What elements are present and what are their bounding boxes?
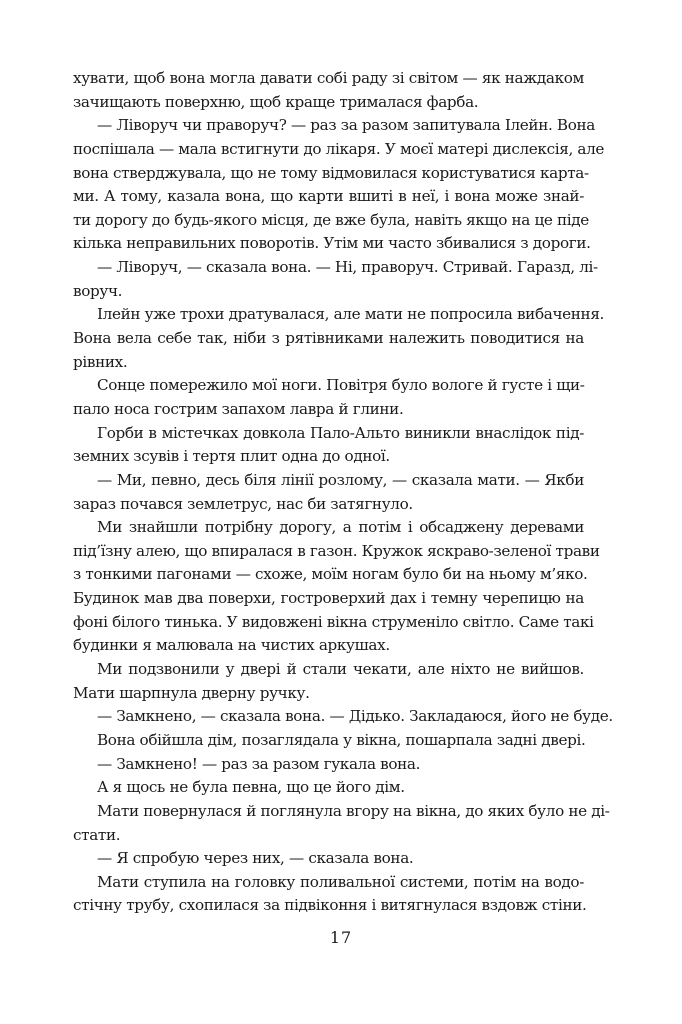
text-line: — Я спробую через них, — сказала вона. xyxy=(97,849,414,868)
text-line: зараз почався землетрус, нас би затягнуло. xyxy=(73,494,413,513)
text-line: — Ліворуч, — сказала вона. — Ні, праворуч. Стривай. Гаразд, лі- xyxy=(97,258,598,277)
text-line: ми. А тому, казала вона, що карти вшиті в неї, і вона може знай- xyxy=(73,187,584,206)
page-body xyxy=(73,67,613,918)
text-line: фоні білого тинька. У видовжені вікна струменіло світло. Саме такі xyxy=(73,612,594,631)
text-line: Ілейн уже трохи дратувалася, але мати не попросила вибачення. xyxy=(97,305,605,324)
text-line: стічну трубу, схопилася за підвіконня і витягнулася вздовж стіни. xyxy=(73,896,587,915)
text-line: — Замкнено, — сказала вона. — Дідько. Закладаюся, його не буде. xyxy=(97,707,613,726)
text-line: рівних. xyxy=(73,352,128,371)
text-line: вона стверджувала, що не тому відмовилася користуватися карта- xyxy=(73,163,589,182)
text-line: хувати, щоб вона могла давати собі раду зі світом — як наждаком xyxy=(73,69,584,87)
text-line: Вона обійшла дім, позаглядала у вікна, пошарпала задні двері. xyxy=(97,730,586,749)
text-line: кілька неправильних поворотів. Утім ми часто збивалися з дороги. xyxy=(73,234,591,253)
text-line: воруч. xyxy=(73,281,123,300)
text-line: Будинок мав два поверхи, гостроверхий дах і темну черепицю на xyxy=(73,589,584,608)
text-line: поспішала — мала встигнути до лікаря. У моєї матері дислексія, але xyxy=(73,139,605,158)
text-line: з тонкими пагонами — схоже, моїм ногам було би на ньому м’яко. xyxy=(73,565,588,584)
text-line: пало носа гострим запахом лавра й глини. xyxy=(73,399,404,418)
text-line: Вона вела себе так, ніби з рятівниками належить поводитися на xyxy=(73,329,584,348)
text-line: — Ми, певно, десь біля лінії розлому, — сказала мати. — Якби xyxy=(97,470,584,489)
text-line: Горби в містечках довкола Пало-Альто виникли внаслідок під- xyxy=(97,423,584,442)
text-line: стати. xyxy=(73,825,121,844)
text-line: Ми подзвонили у двері й стали чекати, але ніхто не вийшов. xyxy=(97,660,584,679)
text-line: ти дорогу до будь-якого місця, де вже була, навіть якщо на це піде xyxy=(73,210,589,229)
text-line: — Замкнено! — раз за разом гукала вона. xyxy=(97,754,421,773)
text-line: А я щось не була певна, що це його дім. xyxy=(97,778,405,797)
text-line: Мати шарпнула дверну ручку. xyxy=(73,683,310,702)
text-line: Ми знайшли потрібну дорогу, а потім і обсаджену деревами xyxy=(97,518,584,537)
text-line: під’їзну алею, що впиралася в газон. Кружок яскраво-зеленої трави xyxy=(73,541,600,560)
text-line: Сонце помережило мої ноги. Повітря було вологе й густе і щи- xyxy=(97,376,585,395)
text-line: земних зсувів і тертя плит одна до одної. xyxy=(73,447,390,466)
text-line: — Ліворуч чи праворуч? — раз за разом запитувала Ілейн. Вона xyxy=(97,116,596,135)
text-line: Мати ступила на головку поливальної системи, потім на водо- xyxy=(97,872,584,891)
text-line: зачищають поверхню, щоб краще трималася фарба. xyxy=(73,92,479,111)
text-line: Мати повернулася й поглянула вгору на вікна, до яких було не ді- xyxy=(97,801,610,820)
page-number: 17 xyxy=(329,928,353,947)
text-line: будинки я малювала на чистих аркушах. xyxy=(73,636,390,655)
